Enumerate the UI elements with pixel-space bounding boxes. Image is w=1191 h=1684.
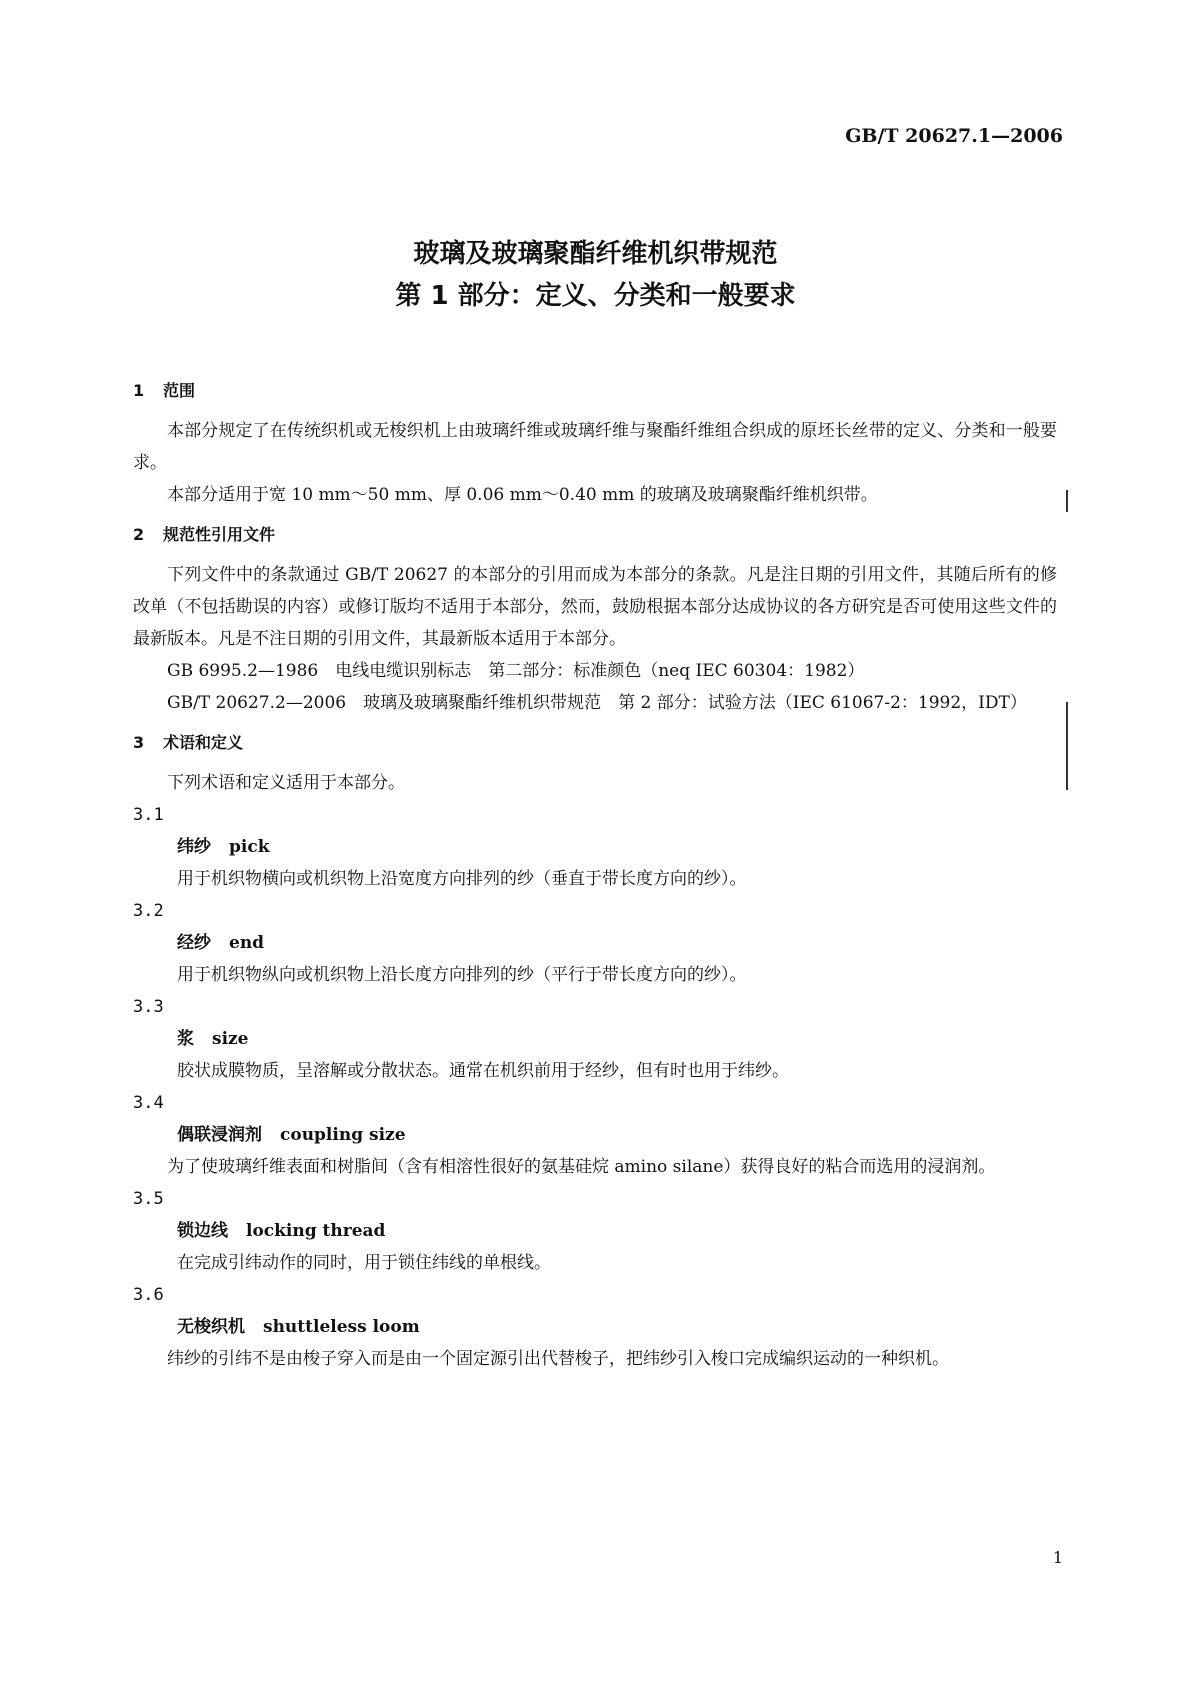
term-definition: 胶状成膜物质，呈溶解或分散状态。通常在机织前用于经纱，但有时也用于纬纱。 (177, 1061, 789, 1081)
term-chinese: 浆 (177, 1029, 194, 1049)
term-entry (133, 799, 1057, 895)
term-definition: 在完成引纬动作的同时，用于锁住纬线的单根线。 (177, 1253, 551, 1273)
term-entry (133, 1183, 1057, 1279)
body-content (133, 375, 1057, 1375)
scope-paragraph-2: 本部分适用于宽 10 mm～50 mm、厚 0.06 mm～0.40 mm 的玻璃及玻璃聚酯纤维机织带。 (167, 485, 878, 505)
section-heading-terms (133, 727, 1057, 759)
term-name (133, 1119, 1057, 1151)
section-heading-references (133, 519, 1057, 551)
term-number: 3.2 (133, 901, 164, 921)
term-number: 3.1 (133, 805, 164, 825)
term-entry (133, 1279, 1057, 1375)
revision-bar (1066, 702, 1068, 790)
section-number: 3 (133, 733, 145, 752)
term-chinese: 无梭织机 (177, 1317, 245, 1337)
term-name (133, 1215, 1057, 1247)
section-heading-scope (133, 375, 1057, 407)
term-number: 3.5 (133, 1189, 164, 1209)
section-number: 2 (133, 525, 145, 544)
term-name (133, 1311, 1057, 1343)
term-chinese: 锁边线 (177, 1221, 228, 1241)
term-english: end (229, 933, 265, 953)
term-english: locking thread (246, 1221, 386, 1241)
reference-item-2: GB/T 20627.2—2006 玻璃及玻璃聚酯纤维机织带规范 第 2 部分：试验方法（IEC 61067-2：1992，IDT） (167, 693, 1027, 713)
term-number: 3.4 (133, 1093, 164, 1113)
term-entry (133, 991, 1057, 1087)
section-title: 规范性引用文件 (163, 525, 276, 544)
term-english: coupling size (280, 1125, 406, 1145)
term-definition: 用于机织物纵向或机织物上沿长度方向排列的纱（平行于带长度方向的纱）。 (177, 965, 747, 985)
term-number: 3.3 (133, 997, 164, 1017)
reference-item-1: GB 6995.2—1986 电线电缆识别标志 第二部分：标准颜色（neq IEC 60304：1982） (167, 661, 865, 681)
term-chinese: 偶联浸润剂 (177, 1125, 262, 1145)
term-entry (133, 895, 1057, 991)
terms-intro: 下列术语和定义适用于本部分。 (167, 773, 405, 793)
term-definition: 纬纱的引纬不是由梭子穿入而是由一个固定源引出代替梭子，把纬纱引入梭口完成编织运动的一种织机。 (167, 1349, 949, 1369)
term-chinese: 纬纱 (177, 837, 211, 857)
title-line-2: 第 1 部分：定义、分类和一般要求 (395, 281, 796, 311)
scope-paragraph-1: 本部分规定了在传统织机或无梭织机上由玻璃纤维或玻璃纤维与聚酯纤维组合织成的原坯长丝带的定义、分类和一般要求。 (133, 421, 1057, 473)
section-number: 1 (133, 381, 145, 400)
term-entry (133, 1087, 1057, 1183)
term-chinese: 经纱 (177, 933, 211, 953)
term-definition: 为了使玻璃纤维表面和树脂间（含有相溶性很好的氨基硅烷 amino silane）获得良好的粘合而选用的浸润剂。 (167, 1157, 996, 1177)
term-name (133, 927, 1057, 959)
term-english: pick (229, 837, 270, 857)
term-number: 3.6 (133, 1285, 164, 1305)
term-name (133, 1023, 1057, 1055)
section-title: 范围 (163, 381, 196, 400)
term-definition: 用于机织物横向或机织物上沿宽度方向排列的纱（垂直于带长度方向的纱）。 (177, 869, 747, 889)
term-english: shuttleless loom (263, 1317, 420, 1337)
page-number: 1 (1052, 1548, 1063, 1567)
term-english: size (212, 1029, 249, 1049)
section-title: 术语和定义 (163, 733, 244, 752)
revision-bar (1066, 490, 1068, 512)
title-line-1: 玻璃及玻璃聚酯纤维机织带规范 (413, 239, 778, 269)
term-name (133, 831, 1057, 863)
references-paragraph: 下列文件中的条款通过 GB/T 20627 的本部分的引用而成为本部分的条款。凡是注日期的引用文件，其随后所有的修改单（不包括勘误的内容）或修订版均不适用于本部分，然而，鼓励根据本部分达成协议的各方研究是否可使用这些文件的最新版本。凡是不注日期的引用文件，其最新版本适用于本部分。 (133, 565, 1057, 649)
standard-number: GB/T 20627.1—2006 (845, 125, 1063, 147)
